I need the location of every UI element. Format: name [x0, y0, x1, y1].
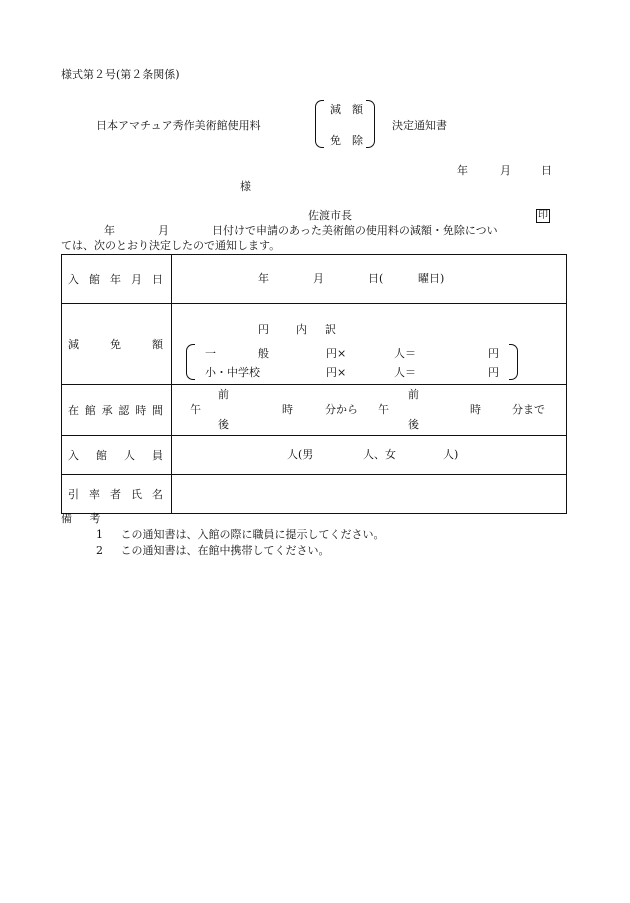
form-table: [61, 254, 567, 514]
label-reduction: 減 免 額: [68, 338, 163, 351]
title-bracket-left: [315, 100, 324, 148]
note-item: 2 この通知書は、在館中携帯してください。: [96, 544, 330, 557]
intro-line1-tail: 日付けで申請のあった美術館の使用料の減額・免除につい: [212, 224, 498, 237]
label-leader: 引 率 者 氏 名: [68, 488, 163, 501]
title-option-reduce-2: 額: [352, 103, 363, 116]
approved-time-field[interactable]: 前 午 後 時 分から 前 午 後 時 分まで: [172, 385, 567, 436]
row-approved-time: [62, 385, 567, 436]
intro-year: 年: [104, 224, 115, 237]
label-approved-time: 在 館 承 認 時 間: [68, 404, 163, 417]
date-month: 月: [500, 164, 511, 177]
breakdown-bracket-right: [509, 344, 518, 380]
reduction-field[interactable]: 円 内 訳 一 般 円× 人＝ 円 小・中学校 円× 人＝ 円: [172, 304, 567, 385]
title-option-exempt-2: 除: [352, 134, 363, 147]
admission-date-field[interactable]: 年 月 日( 曜日): [172, 255, 567, 304]
row-admission-date: [62, 255, 567, 304]
title-option-exempt-1: 免: [330, 134, 341, 147]
leader-name-field[interactable]: [172, 475, 567, 514]
label-admission-date: 入 館 年 月 日: [68, 273, 163, 286]
date-year: 年: [457, 164, 468, 177]
issuer: 佐渡市長: [308, 209, 352, 222]
addressee-suffix: 様: [240, 180, 251, 193]
seal-stamp: 印: [538, 210, 548, 221]
title-bracket-right: [366, 100, 375, 148]
note-item: 1 この通知書は、入館の際に職員に提示してください。: [96, 528, 385, 541]
date-day: 日: [541, 164, 552, 177]
visitors-field[interactable]: 人(男 人、女 人): [172, 436, 567, 475]
title-suffix: 決定通知書: [392, 119, 447, 132]
title-prefix: 日本アマチュア秀作美術館使用料: [96, 119, 261, 132]
breakdown-bracket-left: [186, 344, 195, 380]
intro-line2: ては、次のとおり決定したので通知します。: [61, 239, 281, 252]
title-option-reduce-1: 減: [330, 103, 341, 116]
intro-month: 月: [158, 224, 169, 237]
row-reduction: [62, 304, 567, 385]
notes-heading: 備 考: [61, 512, 101, 525]
row-leader: [62, 475, 567, 514]
label-visitors: 入 館 人 員: [68, 449, 163, 462]
form-number: 様式第２号(第２条関係): [61, 68, 180, 81]
row-visitors: [62, 436, 567, 475]
